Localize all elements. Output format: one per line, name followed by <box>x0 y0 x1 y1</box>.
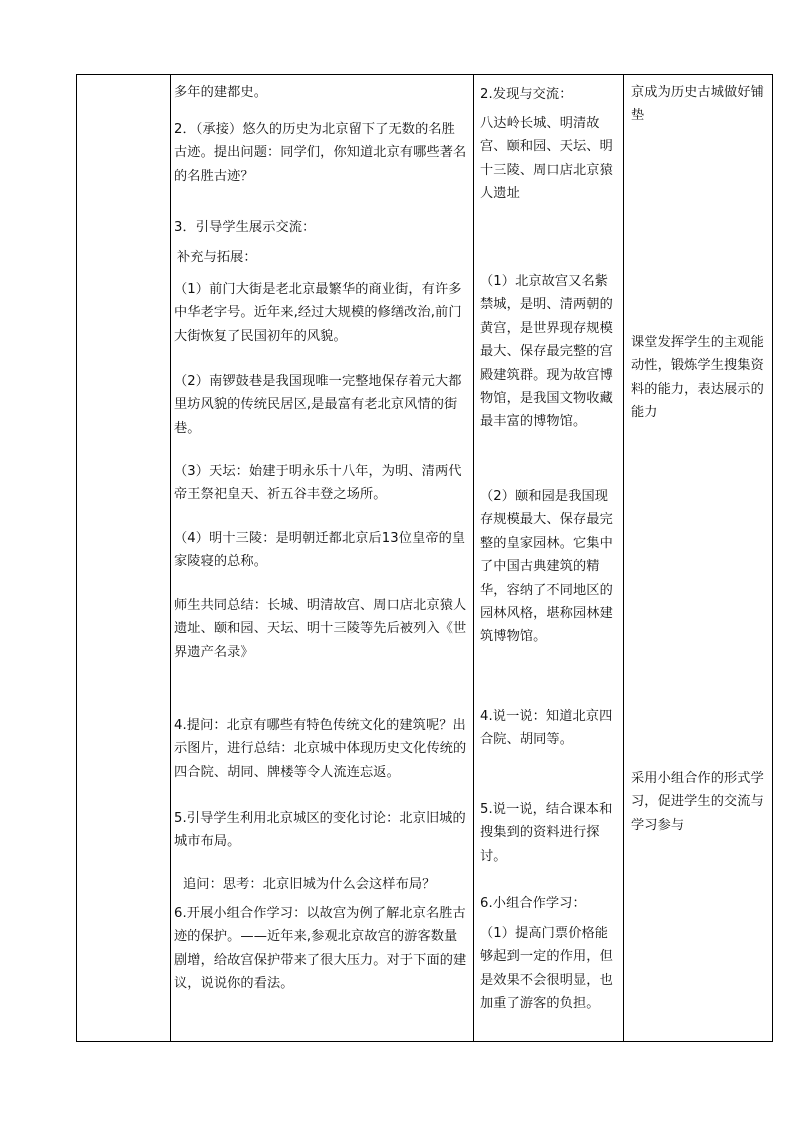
paragraph: 八达岭长城、明清故宫、颐和园、天坛、明十三陵、周口店北京猿人遗址 <box>480 116 613 202</box>
paragraph: 6.小组合作学习： <box>480 896 586 911</box>
paragraph: 5.引导学生利用北京城区的变化讨论：北京旧城的城市布局。 <box>174 811 466 850</box>
table-column-stage <box>77 75 171 1041</box>
paragraph: （4）明十三陵：是明朝迁都北京后13位皇帝的皇家陵寝的总称。 <box>174 531 466 570</box>
paragraph: 多年的建都史。 <box>174 85 268 100</box>
paragraph: 5.说一说，结合课本和搜集到的资料进行探讨。 <box>480 802 613 864</box>
paragraph: （1）提高门票价格能够起到一定的作用，但是效果不会很明显，也加重了游客的负担。 <box>480 926 613 1012</box>
table-column-student-activity <box>474 75 624 1041</box>
paragraph: 京成为历史古城做好铺垫 <box>631 85 764 124</box>
lesson-plan-table <box>76 74 773 1042</box>
paragraph: （1）前门大街是老北京最繁华的商业街，有许多中华老字号。近年来,经过大规模的修缮改治,前门大街恢复了民国初年的风貌。 <box>174 282 462 344</box>
paragraph: （2）南锣鼓巷是我国现唯一完整地保存着元大都里坊风貌的传统民居区,是最富有老北京风情的街巷。 <box>174 374 462 436</box>
paragraph: 3．引导学生展示交流： <box>174 220 316 235</box>
paragraph: 课堂发挥学生的主观能动性，锻炼学生搜集资料的能力，表达展示的能力 <box>631 335 764 421</box>
paragraph: （1）北京故宫又名紫禁城，是明、清两朝的黄宫，是世界现存规模最大、保存最完整的宫殿建筑群。现为故宫博物馆，是我国文物收藏最丰富的博物馆。 <box>480 274 613 430</box>
paragraph: 师生共同总结：长城、明清故宫、周口店北京猿人遗址、颐和园、天坛、明十三陵等先后被列入《世界遗产名录》 <box>174 598 467 660</box>
paragraph: 4.说一说：知道北京四合院、胡同等。 <box>480 709 613 748</box>
paragraph: （2）颐和园是我国现存规模最大、保存最完整的皇家园林。它集中了中国古典建筑的精华，容纳了不同地区的园林风格，堪称园林建筑博物馆。 <box>480 489 613 645</box>
paragraph: 4.提问：北京有哪些有特色传统文化的建筑呢？出示图片，进行总结：北京城中体现历史文化传统的四合院、胡同、牌楼等令人流连忘返。 <box>174 718 467 780</box>
paragraph: 追问：思考：北京旧城为什么会这样布局？ <box>183 877 436 892</box>
paragraph: 2.发现与交流： <box>480 87 573 102</box>
table-column-design-intent <box>624 75 772 1041</box>
paragraph: 补充与拓展： <box>177 250 257 265</box>
paragraph: 6.开展小组合作学习：以故宫为例了解北京名胜古迹的保护。——近年来,参观北京故宫的游客数量剧增，给故宫保护带来了很大压力。对于下面的建议，说说你的看法。 <box>174 906 467 992</box>
table-column-teacher-activity <box>171 75 474 1041</box>
paragraph: 2．（承接）悠久的历史为北京留下了无数的名胜古迹。提出问题：同学们，你知道北京有哪些著名的名胜古迹？ <box>174 122 467 184</box>
paragraph: （3）天坛：始建于明永乐十八年，为明、清两代帝王祭祀皇天、祈五谷丰登之场所。 <box>174 464 462 503</box>
paragraph: 采用小组合作的形式学习，促进学生的交流与学习参与 <box>631 771 764 833</box>
